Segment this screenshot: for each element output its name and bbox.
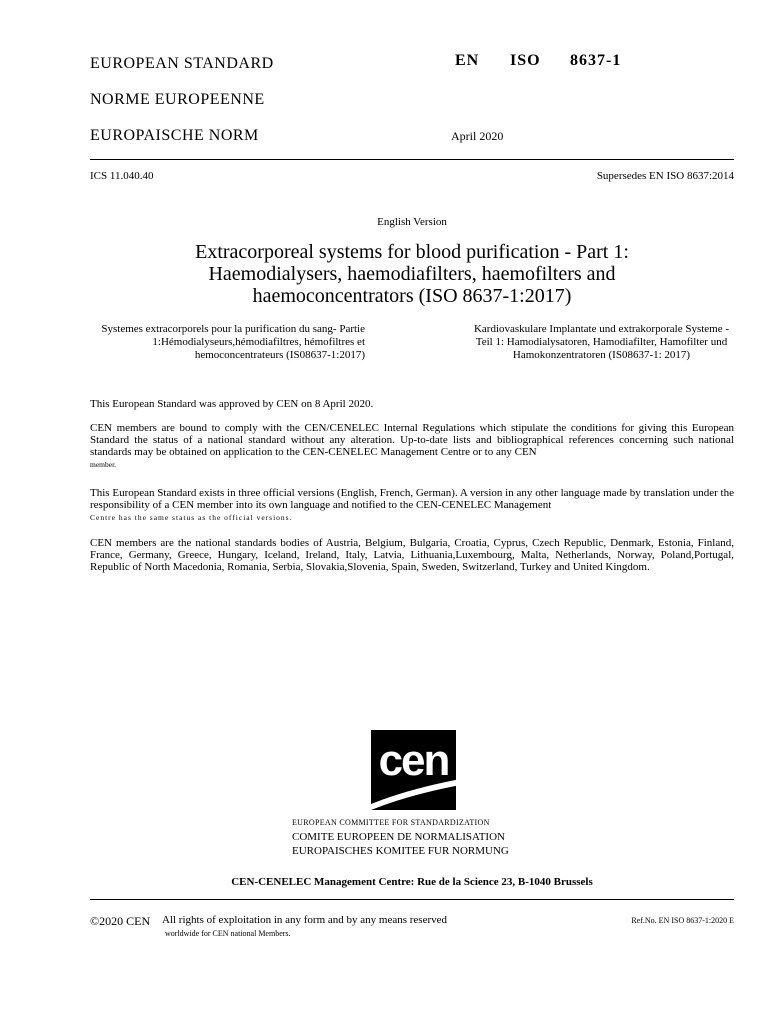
members-bound-tail: member. bbox=[90, 460, 117, 469]
members-bound-text: CEN members are bound to comply with the CEN/CENELEC Internal Regulations which stipulate the conditions for giving this European Standard the status of a national standard without any alteration. Up-to-date lists and bibliographical references concerning such national standards may be obtained on application to the CEN-CENELEC Management Centre or to any CEN bbox=[90, 422, 734, 458]
management-centre-address: CEN-CENELEC Management Centre: Rue de la Science 23, B-1040 Brussels bbox=[231, 876, 593, 888]
standard-name-de: EUROPAISCHE NORM bbox=[90, 127, 259, 144]
committee-english: EUROPEAN COMMITTEE FOR STANDARDIZATION bbox=[292, 818, 490, 827]
rights-statement: All rights of exploitation in any form and by any means reserved bbox=[162, 914, 448, 926]
header-rule bbox=[90, 159, 734, 160]
standard-name-fr: NORME EUROPEENNE bbox=[90, 91, 265, 108]
title-line-3: haemoconcentrators (ISO 8637-1:2017) bbox=[252, 285, 572, 307]
members-bound-paragraph bbox=[90, 422, 734, 471]
national-bodies-paragraph: CEN members are the national standards bodies of Austria, Belgium, Bulgaria, Croatia, Cyprus, Czech Republic, Denmark, Estonia, Finland, France, Germany, Greece, Hungary, Iceland, Ireland, Italy, Latvia, Lithuania,Luxembourg, Malta, Netherlands, Norway, Poland,Portugal, Republic of North Macedonia, Romania, Serbia, Slovakia,Slovenia, Spain, Sweden, Switzerland, Turkey and United Kingdom. bbox=[90, 537, 734, 573]
designation-en: EN bbox=[455, 52, 480, 69]
ics-code: ICS 11.040.40 bbox=[90, 170, 154, 182]
approval-statement: This European Standard was approved by CEN on 8 April 2020. bbox=[90, 398, 374, 410]
title-line-1: Extracorporeal systems for blood purification - Part 1: bbox=[195, 241, 629, 263]
title-line-2: Haemodialysers, haemodiafilters, haemofilters and bbox=[208, 263, 616, 285]
supersedes: Supersedes EN ISO 8637:2014 bbox=[596, 170, 734, 182]
standard-name-en: EUROPEAN STANDARD bbox=[90, 55, 274, 72]
committee-french: COMITE EUROPEEN DE NORMALISATION bbox=[292, 831, 505, 843]
committee-german: EUROPAISCHES KOMITEE FUR NORMUNG bbox=[292, 845, 509, 857]
cen-logo-text: cen bbox=[378, 736, 449, 785]
title-french: Systemes extracorporels pour la purification du sang- Partie 1:Hémodialyseurs,hémodiafiltres, hémofiltres et hemoconcentrateurs (IS08637-1:2017) bbox=[101, 323, 365, 361]
versions-tail: Centre has the same status as the official versions. bbox=[90, 513, 293, 522]
logo-swoosh-icon bbox=[371, 730, 456, 810]
committee-names bbox=[292, 816, 592, 858]
footer-rule bbox=[90, 899, 734, 900]
title-german: Kardiovaskulare Implantate und extrakorporale Systeme -Teil 1: Hamodialysatoren, Hamodiafilter, Hamofilter und Hamokonzentratoren (IS08637-1: 2017) bbox=[473, 323, 730, 361]
cen-logo bbox=[371, 730, 456, 810]
rights-statement-tail: worldwide for CEN national Members. bbox=[165, 929, 291, 938]
reference-number: Ref.No. EN ISO 8637-1:2020 E bbox=[631, 916, 734, 925]
publication-date: April 2020 bbox=[451, 129, 504, 143]
versions-text: This European Standard exists in three official versions (English, French, German). A version in any other language made by translation under the responsibility of a CEN member into its own language and notified to the CEN-CENELEC Management bbox=[90, 487, 734, 511]
designation-iso: ISO bbox=[510, 52, 541, 69]
copyright: ©2020 CEN bbox=[90, 914, 151, 928]
designation-number: 8637-1 bbox=[570, 52, 622, 69]
document-title bbox=[90, 241, 734, 307]
language-version: English Version bbox=[377, 216, 447, 228]
versions-paragraph bbox=[90, 487, 734, 524]
designation bbox=[455, 52, 621, 70]
